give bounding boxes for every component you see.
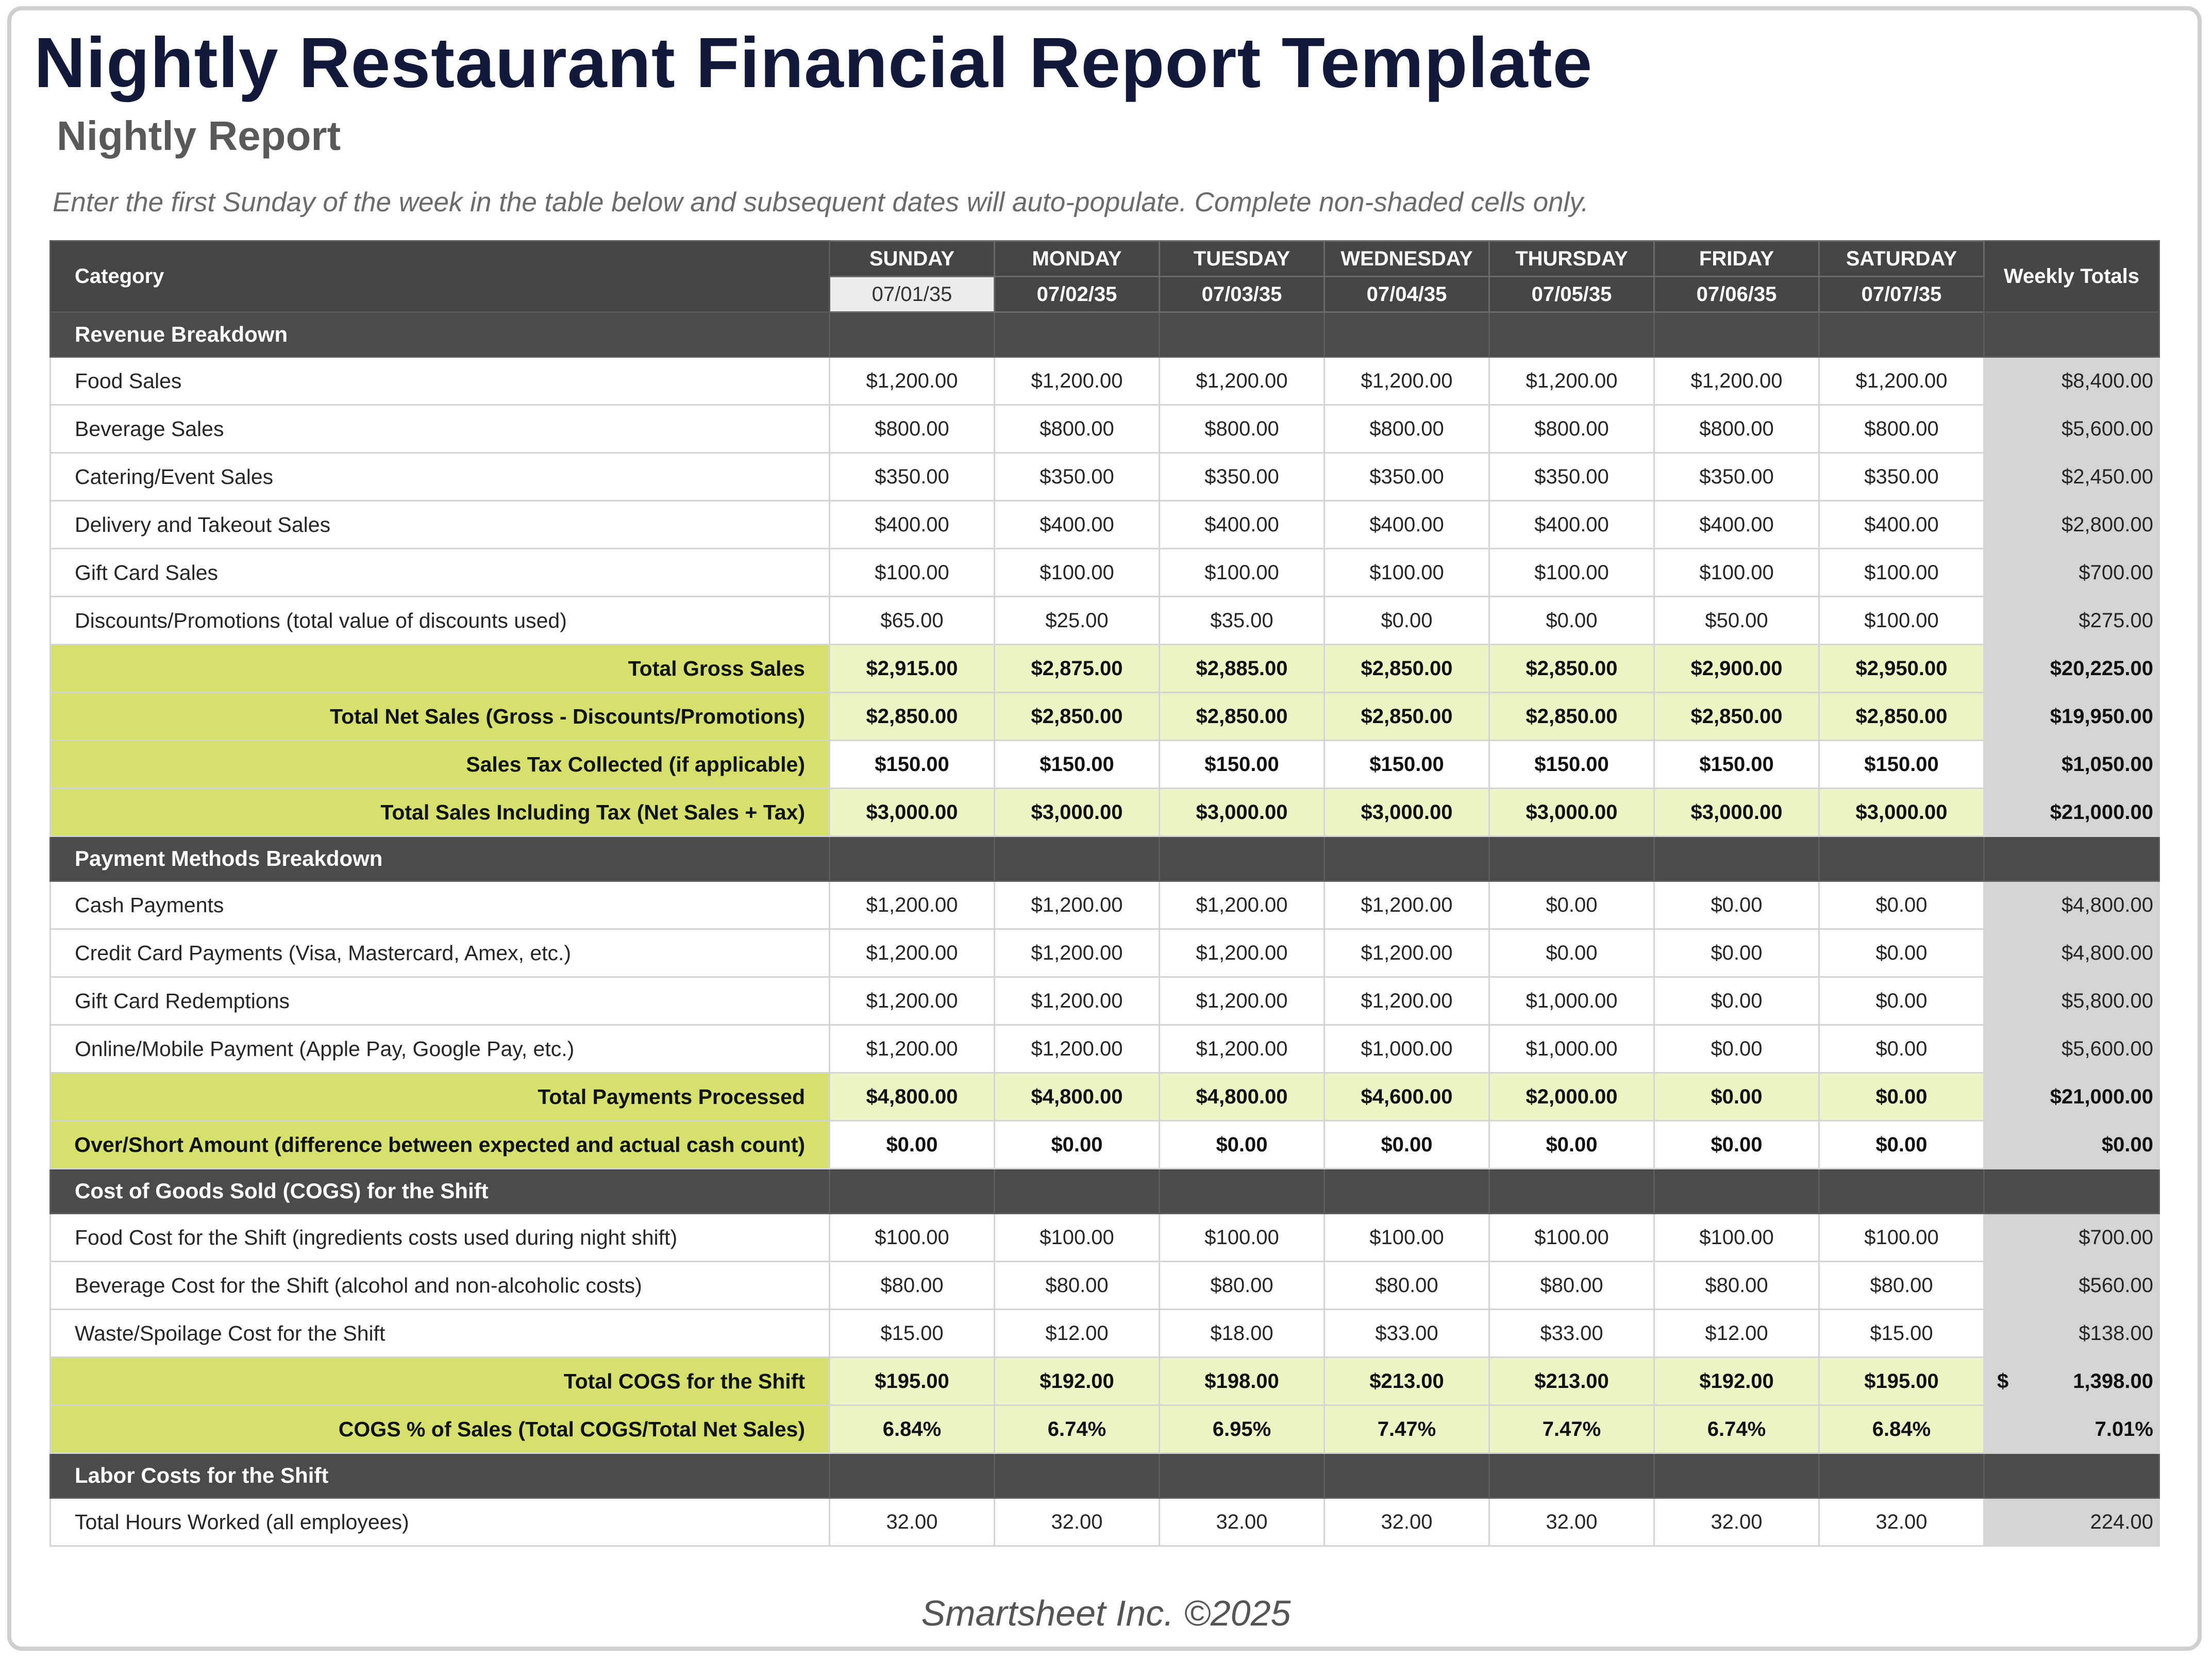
table-row-gift-card-sales <box>51 549 2159 597</box>
value-cell: $192.00 <box>995 1358 1160 1405</box>
value-cell[interactable]: $0.00 <box>1819 977 1984 1025</box>
value-cell[interactable]: $100.00 <box>1325 1214 1489 1262</box>
day-header-saturday: SATURDAY <box>1819 241 1984 277</box>
value-cell[interactable]: $15.00 <box>830 1310 995 1358</box>
row-label: Beverage Cost for the Shift (alcohol and non-alcoholic costs) <box>51 1262 830 1310</box>
value-cell[interactable]: $400.00 <box>995 501 1160 549</box>
value-cell[interactable]: $80.00 <box>830 1262 995 1310</box>
section-header-cell <box>1819 1453 1984 1498</box>
value-cell[interactable]: $33.00 <box>1325 1310 1489 1358</box>
value-cell: $0.00 <box>1819 1073 1984 1121</box>
value-cell[interactable]: 32.00 <box>995 1498 1160 1546</box>
value-cell: $2,950.00 <box>1819 645 1984 693</box>
date-monday: 07/02/35 <box>995 277 1160 312</box>
value-cell: $2,885.00 <box>1160 645 1325 693</box>
row-label: Credit Card Payments (Visa, Mastercard, Amex, etc.) <box>51 929 830 977</box>
section-header-cell <box>1160 312 1325 357</box>
value-cell: $150.00 <box>1819 741 1984 789</box>
weekly-total-cell: 224.00 <box>1984 1498 2159 1546</box>
section-header-cell <box>1489 312 1654 357</box>
section-title: Cost of Goods Sold (COGS) for the Shift <box>51 1169 830 1214</box>
section-header-cell <box>830 1169 995 1214</box>
row-label: Catering/Event Sales <box>51 453 830 501</box>
value-cell[interactable]: 32.00 <box>1819 1498 1984 1546</box>
table-row-catering-event-sales <box>51 453 2159 501</box>
section-header-cell <box>1819 312 1984 357</box>
section-header-cell <box>1984 1453 2159 1498</box>
weekly-total-cell: $0.00 <box>1984 1121 2159 1169</box>
value-cell[interactable]: $800.00 <box>1325 405 1489 453</box>
value-cell[interactable]: $80.00 <box>1160 1262 1325 1310</box>
value-cell: $3,000.00 <box>1654 789 1819 836</box>
weekly-total-cell: $20,225.00 <box>1984 645 2159 693</box>
section-header-cell <box>1160 836 1325 881</box>
value-cell[interactable]: $15.00 <box>1819 1310 1984 1358</box>
section-title: Payment Methods Breakdown <box>51 836 830 881</box>
value-cell: $2,850.00 <box>1654 693 1819 741</box>
weekly-total-cell: $21,000.00 <box>1984 1073 2159 1121</box>
section-header-cost-of-goods-sold-cogs-for-the-shift <box>51 1169 2159 1214</box>
value-cell[interactable]: $350.00 <box>1325 453 1489 501</box>
weekly-total-cell <box>1984 1358 2159 1405</box>
date-saturday: 07/07/35 <box>1819 277 1984 312</box>
row-label: Total Net Sales (Gross - Discounts/Promotions) <box>51 693 830 741</box>
value-cell: $4,600.00 <box>1325 1073 1489 1121</box>
value-cell[interactable]: $0.00 <box>1325 597 1489 645</box>
value-cell: $0.00 <box>1819 1121 1984 1169</box>
value-cell: $3,000.00 <box>1489 789 1654 836</box>
value-cell[interactable]: $1,200.00 <box>830 357 995 405</box>
row-label: Cash Payments <box>51 881 830 929</box>
week-start-date-input[interactable]: 07/01/35 <box>830 277 995 312</box>
value-cell[interactable]: $0.00 <box>1819 1025 1984 1073</box>
row-label: Delivery and Takeout Sales <box>51 501 830 549</box>
section-header-cell <box>1325 1169 1489 1214</box>
table-row-delivery-and-takeout-sales <box>51 501 2159 549</box>
section-header-cell <box>1325 1453 1489 1498</box>
row-label: Total Gross Sales <box>51 645 830 693</box>
value-cell[interactable]: $80.00 <box>1654 1262 1819 1310</box>
section-title: Labor Costs for the Shift <box>51 1453 830 1498</box>
weekly-total-cell: $700.00 <box>1984 1214 2159 1262</box>
value-cell[interactable]: $0.00 <box>1654 881 1819 929</box>
value-cell[interactable]: $1,200.00 <box>830 977 995 1025</box>
value-cell: $3,000.00 <box>1160 789 1325 836</box>
value-cell[interactable]: $350.00 <box>830 453 995 501</box>
value-cell[interactable]: $100.00 <box>830 549 995 597</box>
weekly-total-cell: $19,950.00 <box>1984 693 2159 741</box>
table-row-cash-payments <box>51 881 2159 929</box>
instructions-text: Enter the first Sunday of the week in the table below and subsequent dates will auto-populate. Complete non-shaded cells only. <box>53 187 1589 217</box>
value-cell: $0.00 <box>1654 1073 1819 1121</box>
value-cell[interactable]: $1,200.00 <box>830 929 995 977</box>
value-cell[interactable]: $100.00 <box>1160 549 1325 597</box>
value-cell[interactable]: $12.00 <box>1654 1310 1819 1358</box>
value-cell: $195.00 <box>830 1358 995 1405</box>
summary-row-over-short-amount-difference-between-expected-and-actual-cash-count <box>51 1121 2159 1169</box>
weekly-total-cell: $2,450.00 <box>1984 453 2159 501</box>
value-cell: $195.00 <box>1819 1358 1984 1405</box>
value-cell[interactable]: $1,000.00 <box>1489 977 1654 1025</box>
value-cell: $192.00 <box>1654 1358 1819 1405</box>
summary-row-total-cogs-for-the-shift <box>51 1358 2159 1405</box>
summary-row-total-payments-processed <box>51 1073 2159 1121</box>
weekly-total-cell: $21,000.00 <box>1984 789 2159 836</box>
value-cell[interactable]: $100.00 <box>1489 549 1654 597</box>
section-header-cell <box>1489 1453 1654 1498</box>
value-cell: 6.95% <box>1160 1405 1325 1453</box>
date-friday: 07/06/35 <box>1654 277 1819 312</box>
value-cell[interactable]: $100.00 <box>1654 549 1819 597</box>
value-cell[interactable]: $0.00 <box>1819 881 1984 929</box>
weekly-total-cell: $275.00 <box>1984 597 2159 645</box>
value-cell: 6.74% <box>1654 1405 1819 1453</box>
value-cell[interactable]: $35.00 <box>1160 597 1325 645</box>
value-cell[interactable]: $350.00 <box>1160 453 1325 501</box>
value-cell[interactable]: $350.00 <box>1654 453 1819 501</box>
value-cell[interactable]: $1,200.00 <box>1160 929 1325 977</box>
table-row-gift-card-redemptions <box>51 977 2159 1025</box>
weekly-total-cell: 7.01% <box>1984 1405 2159 1453</box>
footer-copyright: Smartsheet Inc. ©2025 <box>921 1593 1291 1633</box>
section-header-cell <box>1654 1453 1819 1498</box>
value-cell[interactable]: 32.00 <box>1654 1498 1819 1546</box>
section-header-cell <box>1160 1453 1325 1498</box>
value-cell: $2,850.00 <box>1160 693 1325 741</box>
section-header-revenue-breakdown <box>51 312 2159 357</box>
total-amount: 1,398.00 <box>2073 1369 2153 1393</box>
nightly-report-table <box>49 240 2160 1547</box>
weekly-totals-header: Weekly Totals <box>1984 241 2159 312</box>
value-cell[interactable]: $400.00 <box>1160 501 1325 549</box>
weekly-total-cell: $138.00 <box>1984 1310 2159 1358</box>
value-cell: $2,875.00 <box>995 645 1160 693</box>
value-cell: $0.00 <box>830 1121 995 1169</box>
value-cell[interactable]: $0.00 <box>1654 929 1819 977</box>
value-cell[interactable]: $80.00 <box>1489 1262 1654 1310</box>
value-cell[interactable]: $800.00 <box>830 405 995 453</box>
table-row-beverage-cost-for-the-shift-alcohol-and-non-alcoholic-costs <box>51 1262 2159 1310</box>
value-cell[interactable]: $1,200.00 <box>1819 357 1984 405</box>
table-row-online-mobile-payment-apple-pay-google-pay-etc <box>51 1025 2159 1073</box>
row-label: Total COGS for the Shift <box>51 1358 830 1405</box>
section-header-cell <box>1984 312 2159 357</box>
section-header-cell <box>1654 836 1819 881</box>
value-cell[interactable]: $1,200.00 <box>1325 929 1489 977</box>
value-cell: 7.47% <box>1325 1405 1489 1453</box>
weekly-total-cell: $4,800.00 <box>1984 929 2159 977</box>
value-cell: $3,000.00 <box>995 789 1160 836</box>
weekly-total-cell: $8,400.00 <box>1984 357 2159 405</box>
value-cell: $0.00 <box>1654 1121 1819 1169</box>
row-label: Gift Card Redemptions <box>51 977 830 1025</box>
value-cell[interactable]: $100.00 <box>1325 549 1489 597</box>
value-cell: $213.00 <box>1325 1358 1489 1405</box>
value-cell[interactable]: $800.00 <box>1160 405 1325 453</box>
value-cell: $150.00 <box>1654 741 1819 789</box>
value-cell: $213.00 <box>1489 1358 1654 1405</box>
summary-row-total-net-sales-gross-discounts-promotions <box>51 693 2159 741</box>
value-cell[interactable]: $1,200.00 <box>830 881 995 929</box>
value-cell[interactable]: $1,200.00 <box>1160 1025 1325 1073</box>
value-cell[interactable]: $1,200.00 <box>1325 977 1489 1025</box>
value-cell[interactable]: $400.00 <box>1819 501 1984 549</box>
value-cell[interactable]: $100.00 <box>1819 1214 1984 1262</box>
date-thursday: 07/05/35 <box>1489 277 1654 312</box>
value-cell: $2,000.00 <box>1489 1073 1654 1121</box>
value-cell: $0.00 <box>1160 1121 1325 1169</box>
value-cell[interactable]: $100.00 <box>1489 1214 1654 1262</box>
row-label: Total Hours Worked (all employees) <box>51 1498 830 1546</box>
value-cell[interactable]: $800.00 <box>995 405 1160 453</box>
value-cell: $150.00 <box>830 741 995 789</box>
value-cell[interactable]: $350.00 <box>1489 453 1654 501</box>
section-header-cell <box>995 1453 1160 1498</box>
value-cell[interactable]: $800.00 <box>1654 405 1819 453</box>
row-label: Gift Card Sales <box>51 549 830 597</box>
value-cell[interactable]: $100.00 <box>995 1214 1160 1262</box>
value-cell[interactable]: $80.00 <box>1325 1262 1489 1310</box>
value-cell[interactable]: $80.00 <box>1819 1262 1984 1310</box>
value-cell[interactable]: 32.00 <box>830 1498 995 1546</box>
value-cell[interactable]: $50.00 <box>1654 597 1819 645</box>
row-label: Food Sales <box>51 357 830 405</box>
value-cell[interactable]: $0.00 <box>1819 929 1984 977</box>
row-label: Over/Short Amount (difference between expected and actual cash count) <box>51 1121 830 1169</box>
value-cell[interactable]: $100.00 <box>995 549 1160 597</box>
row-label: Total Payments Processed <box>51 1073 830 1121</box>
value-cell: $4,800.00 <box>1160 1073 1325 1121</box>
row-label: Discounts/Promotions (total value of discounts used) <box>51 597 830 645</box>
weekly-total-cell: $5,600.00 <box>1984 1025 2159 1073</box>
section-header-cell <box>1489 1169 1654 1214</box>
value-cell: $2,850.00 <box>1489 693 1654 741</box>
value-cell[interactable]: $1,200.00 <box>995 977 1160 1025</box>
value-cell: $0.00 <box>1325 1121 1489 1169</box>
date-wednesday: 07/04/35 <box>1325 277 1489 312</box>
value-cell[interactable]: $800.00 <box>1489 405 1654 453</box>
value-cell: 6.84% <box>1819 1405 1984 1453</box>
section-header-cell <box>1984 1169 2159 1214</box>
day-header-sunday: SUNDAY <box>830 241 995 277</box>
value-cell[interactable]: 32.00 <box>1489 1498 1654 1546</box>
value-cell[interactable]: $100.00 <box>1654 1214 1819 1262</box>
value-cell[interactable]: $350.00 <box>995 453 1160 501</box>
summary-row-sales-tax-collected-if-applicable <box>51 741 2159 789</box>
table-row-beverage-sales <box>51 405 2159 453</box>
row-label: Food Cost for the Shift (ingredients costs used during night shift) <box>51 1214 830 1262</box>
weekly-total-cell: $5,600.00 <box>1984 405 2159 453</box>
value-cell: 7.47% <box>1489 1405 1654 1453</box>
value-cell[interactable]: $350.00 <box>1819 453 1984 501</box>
page-subtitle: Nightly Report <box>57 113 341 159</box>
value-cell: $198.00 <box>1160 1358 1325 1405</box>
value-cell[interactable]: $100.00 <box>1160 1214 1325 1262</box>
section-header-cell <box>995 836 1160 881</box>
value-cell: $150.00 <box>1325 741 1489 789</box>
value-cell[interactable]: $1,200.00 <box>1325 357 1489 405</box>
value-cell: $4,800.00 <box>830 1073 995 1121</box>
day-header-thursday: THURSDAY <box>1489 241 1654 277</box>
value-cell[interactable]: $400.00 <box>1325 501 1489 549</box>
value-cell[interactable]: $1,200.00 <box>1489 357 1654 405</box>
value-cell: $2,850.00 <box>830 693 995 741</box>
value-cell[interactable]: $1,200.00 <box>1160 977 1325 1025</box>
value-cell[interactable]: $100.00 <box>1819 549 1984 597</box>
table-row-food-sales <box>51 357 2159 405</box>
row-label: Online/Mobile Payment (Apple Pay, Google Pay, etc.) <box>51 1025 830 1073</box>
page-title: Nightly Restaurant Financial Report Template <box>34 23 1593 103</box>
value-cell[interactable]: $400.00 <box>1654 501 1819 549</box>
value-cell: $150.00 <box>1489 741 1654 789</box>
value-cell: $0.00 <box>1489 1121 1654 1169</box>
summary-row-total-sales-including-tax-net-sales-tax <box>51 789 2159 836</box>
section-header-cell <box>830 312 995 357</box>
section-header-cell <box>1160 1169 1325 1214</box>
value-cell: $2,850.00 <box>995 693 1160 741</box>
summary-row-total-gross-sales <box>51 645 2159 693</box>
section-header-cell <box>995 312 1160 357</box>
weekly-total-cell: $560.00 <box>1984 1262 2159 1310</box>
value-cell[interactable]: $1,200.00 <box>995 881 1160 929</box>
value-cell: $150.00 <box>995 741 1160 789</box>
value-cell: $3,000.00 <box>1819 789 1984 836</box>
value-cell: $2,850.00 <box>1819 693 1984 741</box>
value-cell: $3,000.00 <box>1325 789 1489 836</box>
value-cell[interactable]: $1,200.00 <box>830 1025 995 1073</box>
value-cell: 6.74% <box>995 1405 1160 1453</box>
report-body <box>51 312 2159 1546</box>
value-cell[interactable]: $12.00 <box>995 1310 1160 1358</box>
day-header-wednesday: WEDNESDAY <box>1325 241 1489 277</box>
currency-symbol: $ <box>1997 1369 2009 1393</box>
value-cell[interactable]: $1,000.00 <box>1325 1025 1489 1073</box>
table-row-total-hours-worked-all-employees <box>51 1498 2159 1546</box>
value-cell: $2,900.00 <box>1654 645 1819 693</box>
section-header-cell <box>1819 836 1984 881</box>
value-cell[interactable]: $0.00 <box>1654 1025 1819 1073</box>
section-header-payment-methods-breakdown <box>51 836 2159 881</box>
value-cell[interactable]: $1,200.00 <box>1160 357 1325 405</box>
value-cell: $4,800.00 <box>995 1073 1160 1121</box>
value-cell[interactable]: $0.00 <box>1489 929 1654 977</box>
value-cell[interactable]: $1,200.00 <box>1325 881 1489 929</box>
section-header-cell <box>1489 836 1654 881</box>
value-cell[interactable]: $0.00 <box>1654 977 1819 1025</box>
section-header-cell <box>1325 836 1489 881</box>
section-header-cell <box>1819 1169 1984 1214</box>
row-label: Total Sales Including Tax (Net Sales + Tax) <box>51 789 830 836</box>
value-cell[interactable]: $400.00 <box>830 501 995 549</box>
value-cell[interactable]: $80.00 <box>995 1262 1160 1310</box>
section-header-cell <box>1654 312 1819 357</box>
value-cell[interactable]: $1,200.00 <box>995 929 1160 977</box>
value-cell[interactable]: $18.00 <box>1160 1310 1325 1358</box>
value-cell[interactable]: $100.00 <box>830 1214 995 1262</box>
day-header-monday: MONDAY <box>995 241 1160 277</box>
date-tuesday: 07/03/35 <box>1160 277 1325 312</box>
value-cell[interactable]: $25.00 <box>995 597 1160 645</box>
value-cell[interactable]: $800.00 <box>1819 405 1984 453</box>
value-cell: $150.00 <box>1160 741 1325 789</box>
value-cell[interactable]: $1,000.00 <box>1489 1025 1654 1073</box>
table-row-discounts-promotions-total-value-of-discounts-used <box>51 597 2159 645</box>
section-header-cell <box>1654 1169 1819 1214</box>
value-cell[interactable]: $65.00 <box>830 597 995 645</box>
table-row-waste-spoilage-cost-for-the-shift <box>51 1310 2159 1358</box>
section-header-labor-costs-for-the-shift <box>51 1453 2159 1498</box>
row-label: Beverage Sales <box>51 405 830 453</box>
section-header-cell <box>995 1169 1160 1214</box>
day-header-friday: FRIDAY <box>1654 241 1819 277</box>
table-row-credit-card-payments-visa-mastercard-amex-etc <box>51 929 2159 977</box>
section-title: Revenue Breakdown <box>51 312 830 357</box>
value-cell[interactable]: $1,200.00 <box>1654 357 1819 405</box>
category-header: Category <box>51 241 830 312</box>
value-cell: $2,850.00 <box>1489 645 1654 693</box>
value-cell[interactable]: $1,200.00 <box>1160 881 1325 929</box>
value-cell[interactable]: $100.00 <box>1819 597 1984 645</box>
value-cell: $2,850.00 <box>1325 645 1489 693</box>
weekly-total-cell: $4,800.00 <box>1984 881 2159 929</box>
section-header-cell <box>830 1453 995 1498</box>
weekly-total-cell: $2,800.00 <box>1984 501 2159 549</box>
section-header-cell <box>830 836 995 881</box>
value-cell[interactable]: 32.00 <box>1325 1498 1489 1546</box>
value-cell[interactable]: $1,200.00 <box>995 357 1160 405</box>
value-cell: $0.00 <box>995 1121 1160 1169</box>
summary-row-cogs-of-sales-total-cogs-total-net-sales <box>51 1405 2159 1453</box>
row-label: Sales Tax Collected (if applicable) <box>51 741 830 789</box>
section-header-cell <box>1984 836 2159 881</box>
section-header-cell <box>1325 312 1489 357</box>
value-cell: $2,915.00 <box>830 645 995 693</box>
day-header-tuesday: TUESDAY <box>1160 241 1325 277</box>
value-cell[interactable]: $0.00 <box>1489 881 1654 929</box>
row-label: COGS % of Sales (Total COGS/Total Net Sales) <box>51 1405 830 1453</box>
weekly-total-cell: $700.00 <box>1984 549 2159 597</box>
value-cell[interactable]: $400.00 <box>1489 501 1654 549</box>
value-cell[interactable]: $1,200.00 <box>995 1025 1160 1073</box>
value-cell: 6.84% <box>830 1405 995 1453</box>
value-cell[interactable]: $33.00 <box>1489 1310 1654 1358</box>
value-cell[interactable]: 32.00 <box>1160 1498 1325 1546</box>
value-cell: $3,000.00 <box>830 789 995 836</box>
weekly-total-cell: $5,800.00 <box>1984 977 2159 1025</box>
value-cell[interactable]: $0.00 <box>1489 597 1654 645</box>
table-row-food-cost-for-the-shift-ingredients-costs-used-during-night-shift <box>51 1214 2159 1262</box>
value-cell: $2,850.00 <box>1325 693 1489 741</box>
row-label: Waste/Spoilage Cost for the Shift <box>51 1310 830 1358</box>
weekly-total-cell: $1,050.00 <box>1984 741 2159 789</box>
